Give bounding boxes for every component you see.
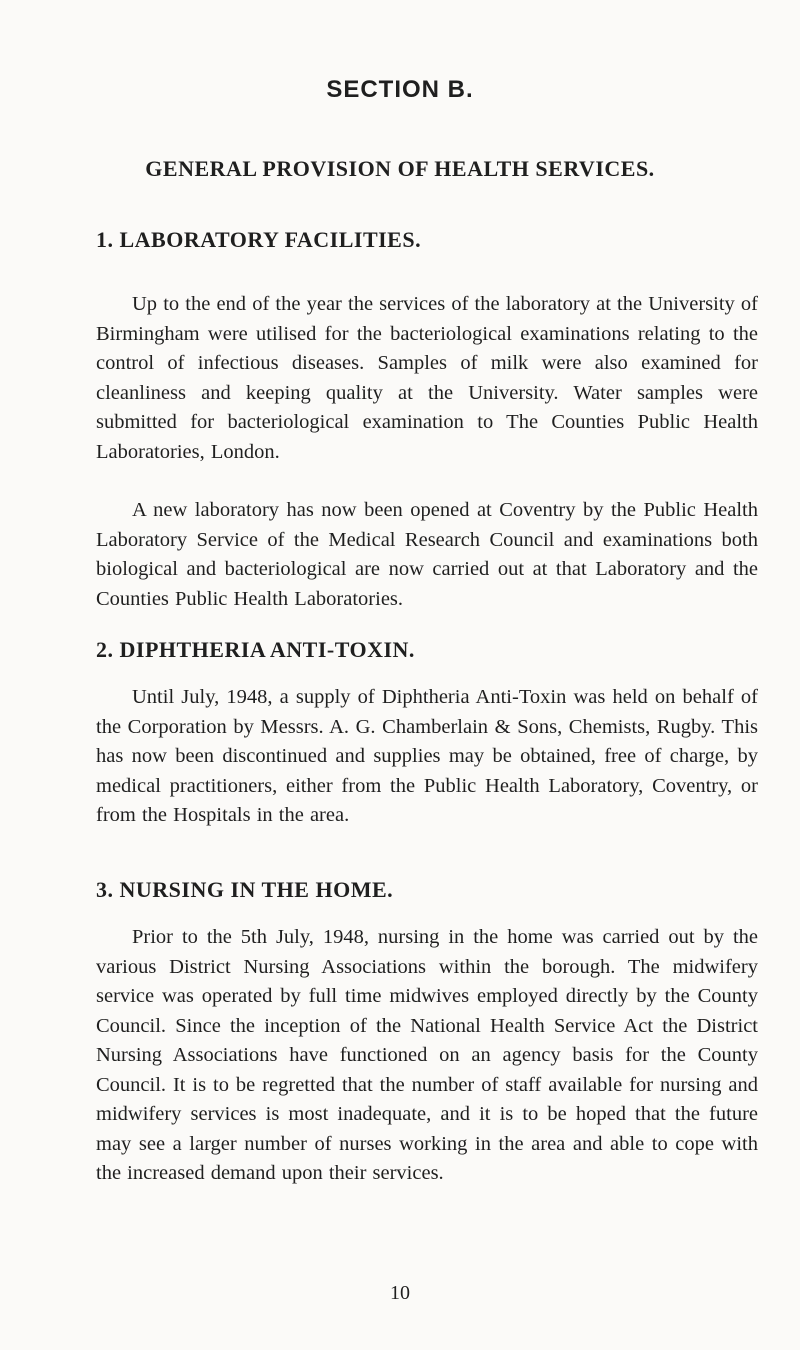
heading-nursing-in-the-home: 3. NURSING IN THE HOME. bbox=[96, 877, 394, 902]
paragraph-laboratory-1: Up to the end of the year the services of the laboratory at the University of Birmingham were utilised for the bacteriological examinations relating to the control of infectious diseases. Samples of milk were also examined for cleanliness and keeping quality at the University. Water samples were submitted for bacteriological examination to The Counties Public Health Laboratories, London. bbox=[96, 293, 758, 463]
paragraph-nursing: Prior to the 5th July, 1948, nursing in the home was carried out by the various District Nursing Associations within the borough. The midwifery service was operated by full time midwives employed directly by the County Council. Since the inception of the National Health Service Act the District Nursing Associations have functioned on an agency basis for the County Council. It is to be regretted that the number of staff available for nursing and midwifery services is most inadequate, and it is to be hoped that the future may see a larger number of nurses working in the area and able to cope with the increased demand upon their services. bbox=[96, 926, 758, 1184]
page-number: 10 bbox=[390, 1282, 410, 1304]
page-title: GENERAL PROVISION OF HEALTH SERVICES. bbox=[145, 156, 655, 181]
section-label: SECTION B. bbox=[326, 76, 474, 103]
paragraph-laboratory-2: A new laboratory has now been opened at Coventry by the Public Health Laboratory Service of the Medical Research Council and examinations both biological and bacteriological are now carried out at that Laboratory and the Counties Public Health Laboratories. bbox=[96, 499, 758, 610]
paragraph-diphtheria: Until July, 1948, a supply of Diphtheria Anti-Toxin was held on behalf of the Corporation by Messrs. A. G. Chamberlain & Sons, Chemists, Rugby. This has now been discontinued and supplies may be obtained, free of charge, by medical practitioners, either from the Public Health Laboratory, Coventry, or from the Hospitals in the area. bbox=[96, 686, 758, 826]
heading-laboratory-facilities: 1. LABORATORY FACILITIES. bbox=[96, 227, 422, 252]
heading-diphtheria-anti-toxin: 2. DIPHTHERIA ANTI-TOXIN. bbox=[96, 637, 415, 662]
